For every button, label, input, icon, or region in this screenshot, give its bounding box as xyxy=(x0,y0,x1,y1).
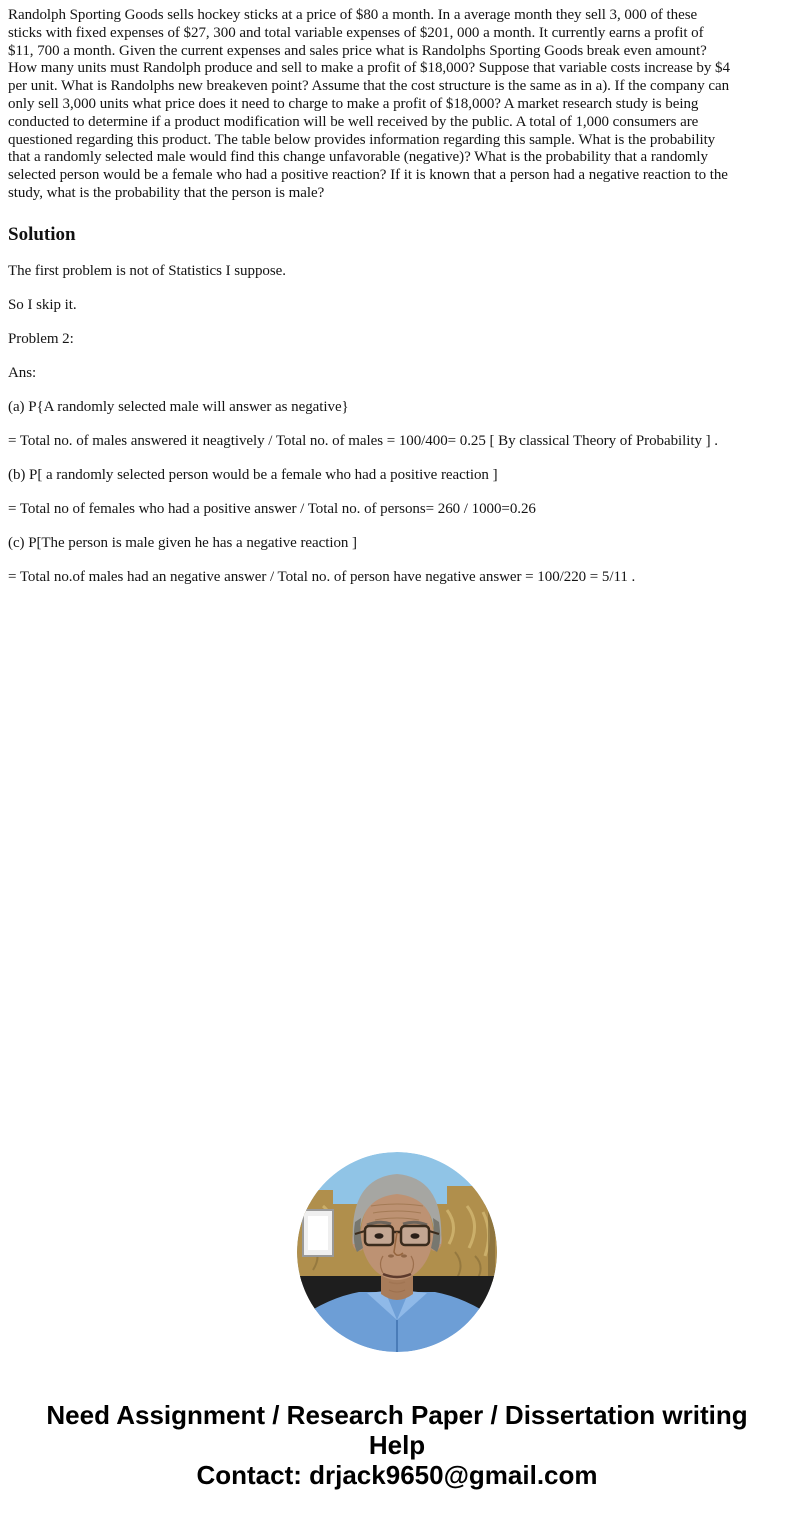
solution-paragraph: = Total no of females who had a positive answer / Total no. of persons= 260 / 1000=0.26 xyxy=(8,500,536,517)
problem-line: sticks with fixed expenses of $27, 300 and total variable expenses of $201, 000 a month. It currently earns a profit of xyxy=(8,24,704,41)
solution-paragraph: = Total no. of males answered it neagtively / Total no. of males = 100/400= 0.25 [ By classical Theory of Probability ] . xyxy=(8,432,719,449)
picture-frame-inner xyxy=(308,1216,328,1250)
tutor-photo xyxy=(297,1152,497,1352)
problem-line: Randolph Sporting Goods sells hockey sticks at a price of $80 a month. In a average month they sell 3, 000 of these xyxy=(8,7,698,23)
eye-right xyxy=(411,1233,420,1239)
problem-line: questioned regarding this product. The table below provides information regarding this sample. What is the probability xyxy=(8,131,716,148)
avatar xyxy=(297,1152,497,1352)
eye-left xyxy=(375,1233,384,1239)
nostril-right xyxy=(401,1254,407,1257)
solution-paragraph: (c) P[The person is male given he has a negative reaction ] xyxy=(8,534,357,551)
solution-paragraph: Problem 2: xyxy=(8,330,74,347)
solution-paragraph: = Total no.of males had an negative answer / Total no. of person have negative answer = 100/220 = 5/11 . xyxy=(8,568,636,585)
solution-heading: Solution xyxy=(8,223,76,245)
solution-paragraph: Ans: xyxy=(8,364,37,381)
footer-banner xyxy=(8,1400,786,1490)
solution-paragraph: The first problem is not of Statistics I suppose. xyxy=(8,262,286,279)
problem-line: conducted to determine if a product modification will be well received by the public. A total of 1,000 consumers are xyxy=(8,113,699,130)
promo-text: Need Assignment / Research Paper / Dissertation writing Help xyxy=(46,1399,748,1460)
problem-line: per unit. What is Randolphs new breakeven point? Assume that the cost structure is the same as in a). If the company can xyxy=(8,78,730,95)
solution-body xyxy=(8,262,786,586)
nostril-left xyxy=(388,1254,394,1257)
problem-statement xyxy=(8,7,786,203)
solution-paragraph: (b) P[ a randomly selected person would be a female who had a positive reaction ] xyxy=(8,466,498,483)
problem-line: only sell 3,000 units what price does it need to charge to make a profit of $18,000? A market research study is being xyxy=(8,95,699,112)
problem-line: selected person would be a female who had a positive reaction? If it is known that a person had a negative reaction to the xyxy=(8,167,728,184)
problem-line: that a randomly selected male would find this change unfavorable (negative)? What is the probability that a randomly xyxy=(8,149,708,166)
problem-line: $11, 700 a month. Given the current expenses and sales price what is Randolphs Sporting Goods break even amount? xyxy=(8,42,707,59)
problem-line: study, what is the probability that the person is male? xyxy=(8,184,325,201)
wall-edge-shadow xyxy=(488,1196,495,1282)
solution-paragraph: (a) P{A randomly selected male will answer as negative} xyxy=(8,398,349,415)
problem-line: How many units must Randolph produce and sell to make a profit of $18,000? Suppose that variable costs increase by $4 xyxy=(8,60,730,77)
contact-email: Contact: drjack9650@gmail.com xyxy=(196,1459,598,1490)
solution-paragraph: So I skip it. xyxy=(8,296,77,313)
